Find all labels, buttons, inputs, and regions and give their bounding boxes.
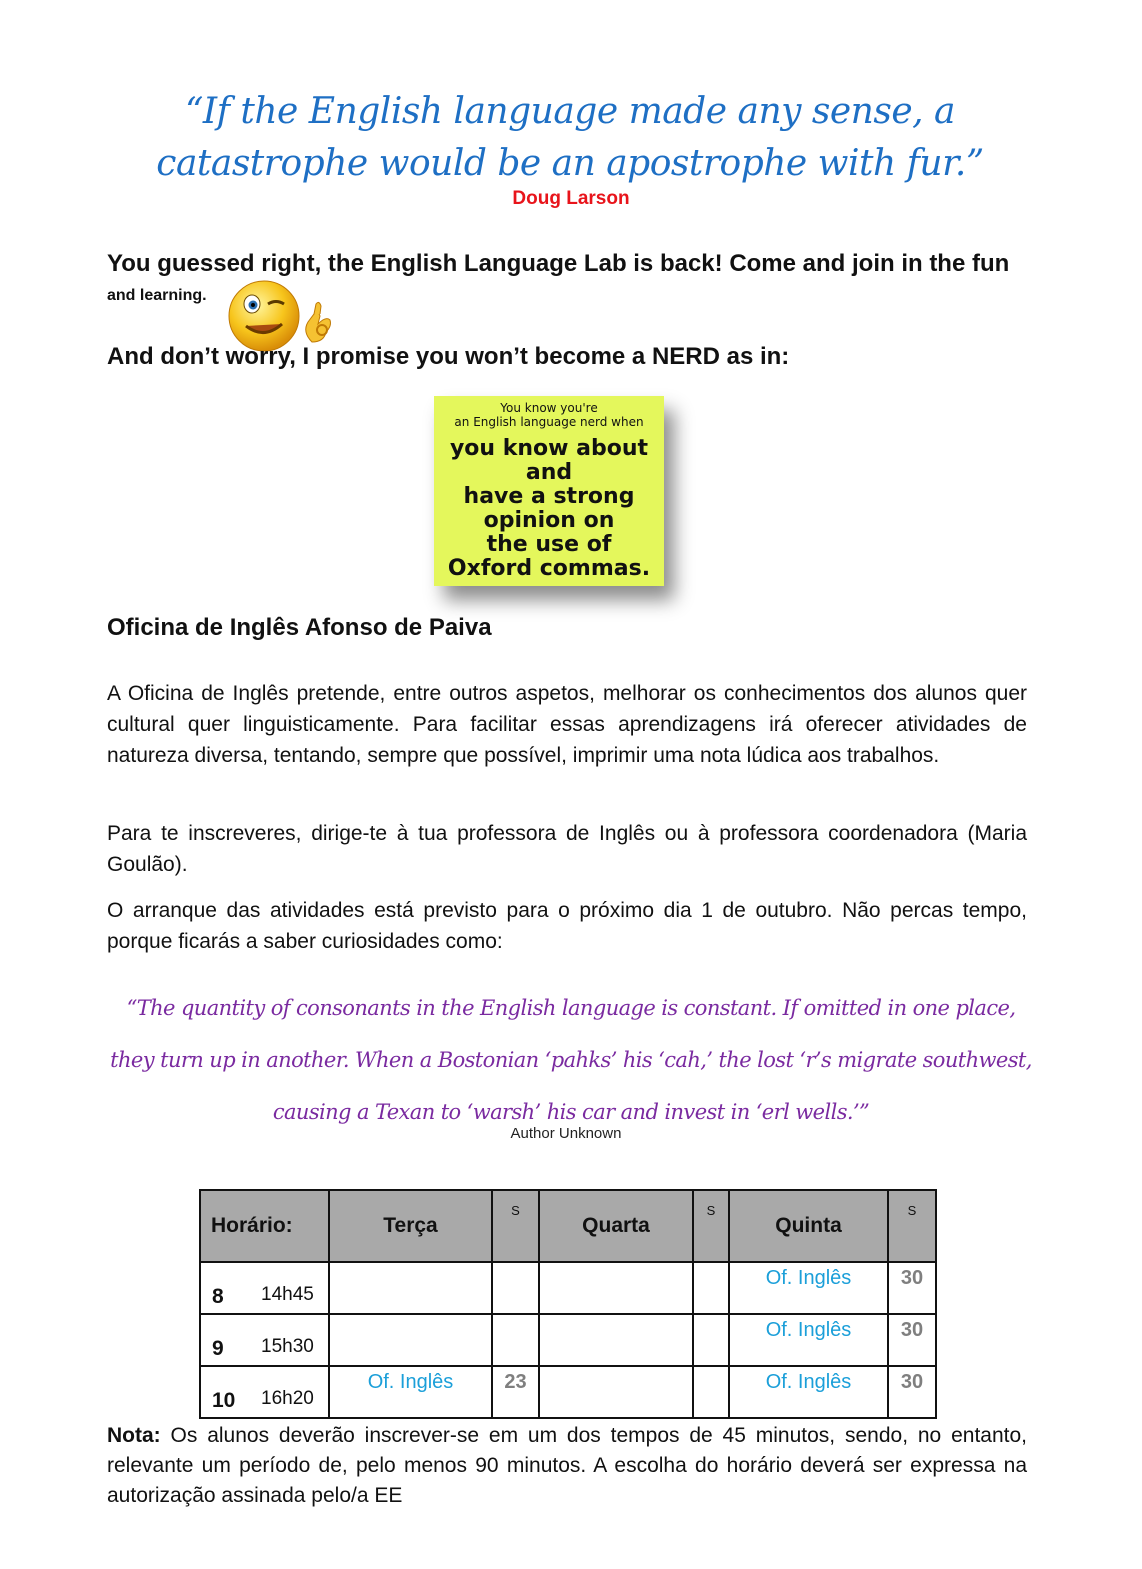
note-text: Os alunos deverão inscrever-se em um dos tempos de 45 minutos, sendo, no entanto, relevante um período de, pelo menos 90 minutos. A escolha do horário deverá ser expressa na autorização assinada pelo/a EE (107, 1424, 1027, 1507)
header-terca: Terça (329, 1190, 492, 1262)
opening-quote: “If the English language made any sense, a catastrophe would be an apostrophe with fur.” (156, 91, 984, 184)
period-time: 16h20 (261, 1388, 314, 1409)
intro-headline: You guessed right, the English Language Lab is back! Come and join in the fun (107, 250, 1010, 277)
period-number: 8 (212, 1285, 224, 1308)
quarta-cell (539, 1366, 693, 1418)
nerd-meme-card (434, 396, 664, 586)
nerd-card-line: Oxford commas. (447, 556, 651, 581)
time-cell (200, 1314, 329, 1366)
paragraph: A Oficina de Inglês pretende, entre outros aspetos, melhorar os conhecimentos dos alunos quer cultural quer linguisticamente. Para facilitar essas aprendizagens irá oferecer atividades de natureza diversa, tentando, sempre que possível, imprimir uma nota lúdica aos trabalhos. (107, 682, 1027, 767)
period-time: 14h45 (261, 1284, 314, 1305)
quinta-room: 30 (888, 1262, 936, 1314)
terca-cell: Of. Inglês (329, 1366, 492, 1418)
header-quinta: Quinta (729, 1190, 888, 1262)
quarta-cell (539, 1314, 693, 1366)
terca-room (492, 1314, 539, 1366)
opening-quote-author: Doug Larson (512, 188, 630, 209)
paragraph: Para te inscreveres, dirige-te à tua professora de Inglês ou à professora coordenadora (Maria Goulão). (107, 822, 1027, 876)
quarta-cell (539, 1262, 693, 1314)
nerd-card-line: opinion on (483, 508, 615, 533)
consonants-quote-author: Author Unknown (510, 1125, 622, 1142)
period-number: 9 (212, 1337, 224, 1360)
quarta-room (693, 1262, 729, 1314)
section-title: Oficina de Inglês Afonso de Paiva (107, 614, 492, 641)
winking-face-ok-hand-icon (226, 280, 338, 352)
no-nerd-line: And don’t worry, I promise you won’t become a NERD as in: (107, 343, 790, 370)
quarta-room (693, 1366, 729, 1418)
time-cell (200, 1366, 329, 1418)
quinta-room: 30 (888, 1314, 936, 1366)
note-paragraph (107, 1421, 1027, 1511)
nerd-card-small-line: an English language nerd when (454, 415, 644, 429)
quinta-cell: Of. Inglês (729, 1314, 888, 1366)
period-number: 10 (212, 1389, 236, 1412)
table-row (200, 1366, 936, 1418)
quinta-cell: Of. Inglês (729, 1366, 888, 1418)
terca-cell (329, 1262, 492, 1314)
terca-cell (329, 1314, 492, 1366)
table-row (200, 1262, 936, 1314)
paragraph: O arranque das atividades está previsto para o próximo dia 1 de outubro. Não percas tempo, porque ficarás a saber curiosidades como: (107, 899, 1027, 953)
period-time: 15h30 (261, 1336, 314, 1357)
quinta-room: 30 (888, 1366, 936, 1418)
terca-room: 23 (492, 1366, 539, 1418)
header-s: S (492, 1190, 539, 1262)
header-s: S (888, 1190, 936, 1262)
header-quarta: Quarta (539, 1190, 693, 1262)
terca-room (492, 1262, 539, 1314)
table-row (200, 1314, 936, 1366)
note-label: Nota: (107, 1424, 161, 1447)
header-s: S (693, 1190, 729, 1262)
nerd-card-line: the use of (486, 532, 612, 557)
time-cell (200, 1262, 329, 1314)
nerd-card-line: have a strong (463, 484, 635, 509)
schedule-table (199, 1189, 937, 1419)
nerd-card-small-line: You know you're (500, 401, 598, 415)
schedule-header-row (200, 1190, 936, 1262)
quarta-room (693, 1314, 729, 1366)
nerd-card-line: and (525, 460, 573, 485)
nerd-card-line: you know about (449, 436, 649, 461)
header-horario: Horário: (200, 1190, 329, 1262)
quinta-cell: Of. Inglês (729, 1262, 888, 1314)
consonants-quote: “The quantity of consonants in the English language is constant. If omitted in one place, they turn up in another. When a Bostonian ‘pahks’ his ‘cah,’ the lost ‘r’s migrate southwest, causing a Texan to ‘warsh’ his car and invest in ‘erl wells.’” (110, 996, 1032, 1124)
intro-continuation: and learning. (107, 287, 207, 304)
